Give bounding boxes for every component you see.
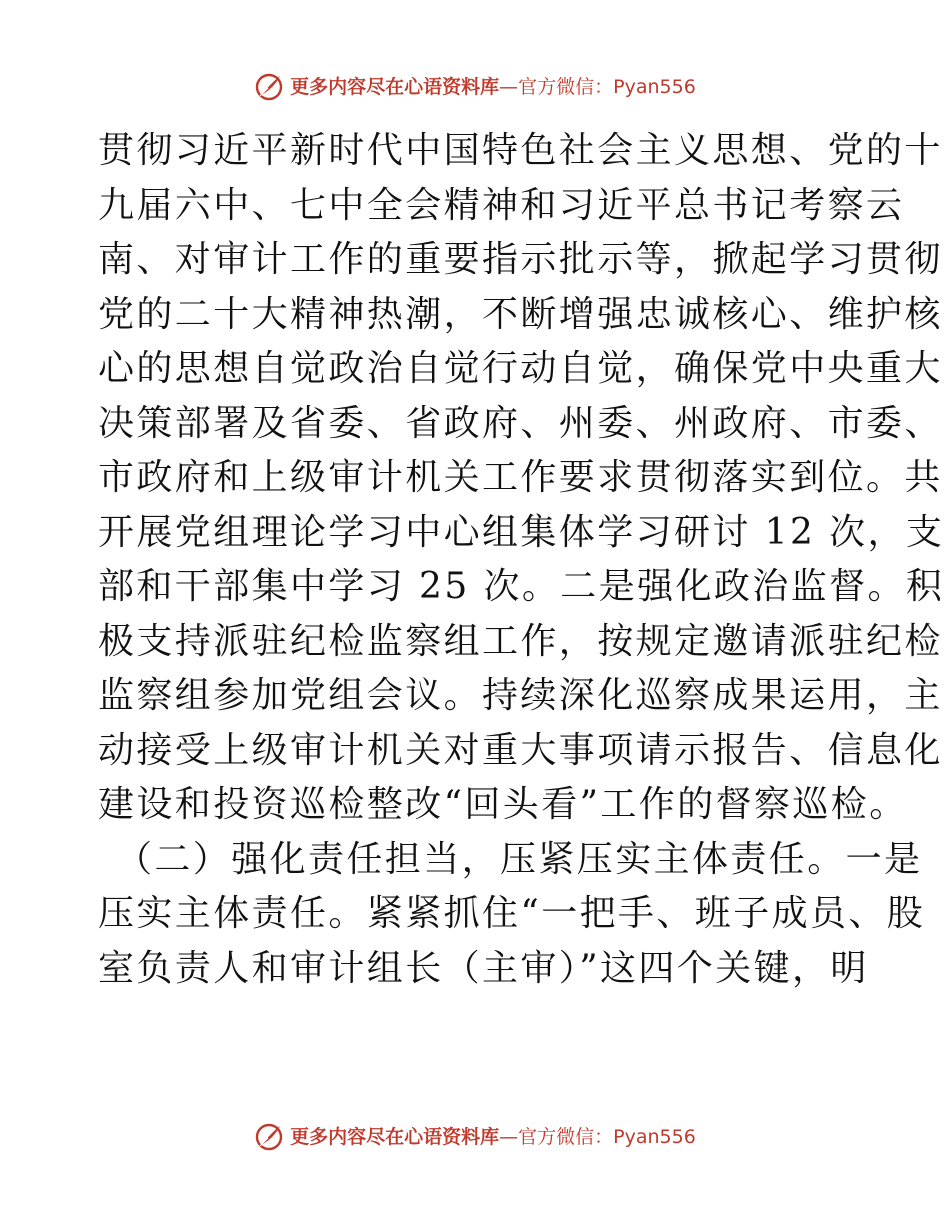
feather-quill-icon [254, 1122, 284, 1152]
body-line: 南、对审计工作的重要指示批示等，掀起学习贯彻 [98, 239, 943, 280]
body-line: 开展党组理论学习中心组集体学习研讨 12 次，支 [98, 511, 945, 553]
body-line: 党的二十大精神热潮，不断增强忠诚核心、维护核 [98, 293, 943, 335]
feather-quill-icon [254, 72, 284, 102]
body-line: 压实主体责任。紧紧抓住“一把手、班子成员、股 [98, 893, 926, 934]
body-line: 动接受上级审计机关对重大事项请示报告、信息化 [98, 729, 943, 771]
watermark-main-text: 更多内容尽在心语资料库 [290, 76, 500, 98]
document-body [98, 124, 945, 996]
header-watermark [0, 72, 950, 102]
watermark-main-text: 更多内容尽在心语资料库 [290, 1126, 500, 1148]
body-line: 市政府和上级审计机关工作要求贯彻落实到位。共 [98, 457, 943, 498]
body-line: 决策部署及省委、省政府、州委、州政府、市委、 [98, 402, 943, 444]
body-line: 部和干部集中学习 25 次。二是强化政治监督。积 [98, 566, 945, 607]
body-line: 心的思想自觉政治自觉行动自觉，确保党中央重大 [98, 348, 943, 389]
body-line: 监察组参加党组会议。持续深化巡察成果运用，主 [98, 675, 943, 716]
body-line: 极支持派驻纪检监察组工作，按规定邀请派驻纪检 [98, 620, 943, 662]
body-line: 贯彻习近平新时代中国特色社会主义思想、党的十 [98, 130, 943, 171]
watermark-contact-text: —官方微信：Pyan556 [499, 76, 696, 98]
footer-watermark [0, 1122, 950, 1152]
section-heading-line: （二）强化责任担当，压紧压实主体责任。一是 [116, 838, 923, 880]
watermark-contact-text: —官方微信：Pyan556 [499, 1126, 696, 1148]
body-line: 建设和投资巡检整改“回头看”工作的督察巡检。 [98, 784, 908, 825]
body-line: 九届六中、七中全会精神和习近平总书记考察云 [98, 184, 905, 226]
body-line: 室负责人和审计组长（主审）”这四个关键，明 [98, 947, 869, 989]
